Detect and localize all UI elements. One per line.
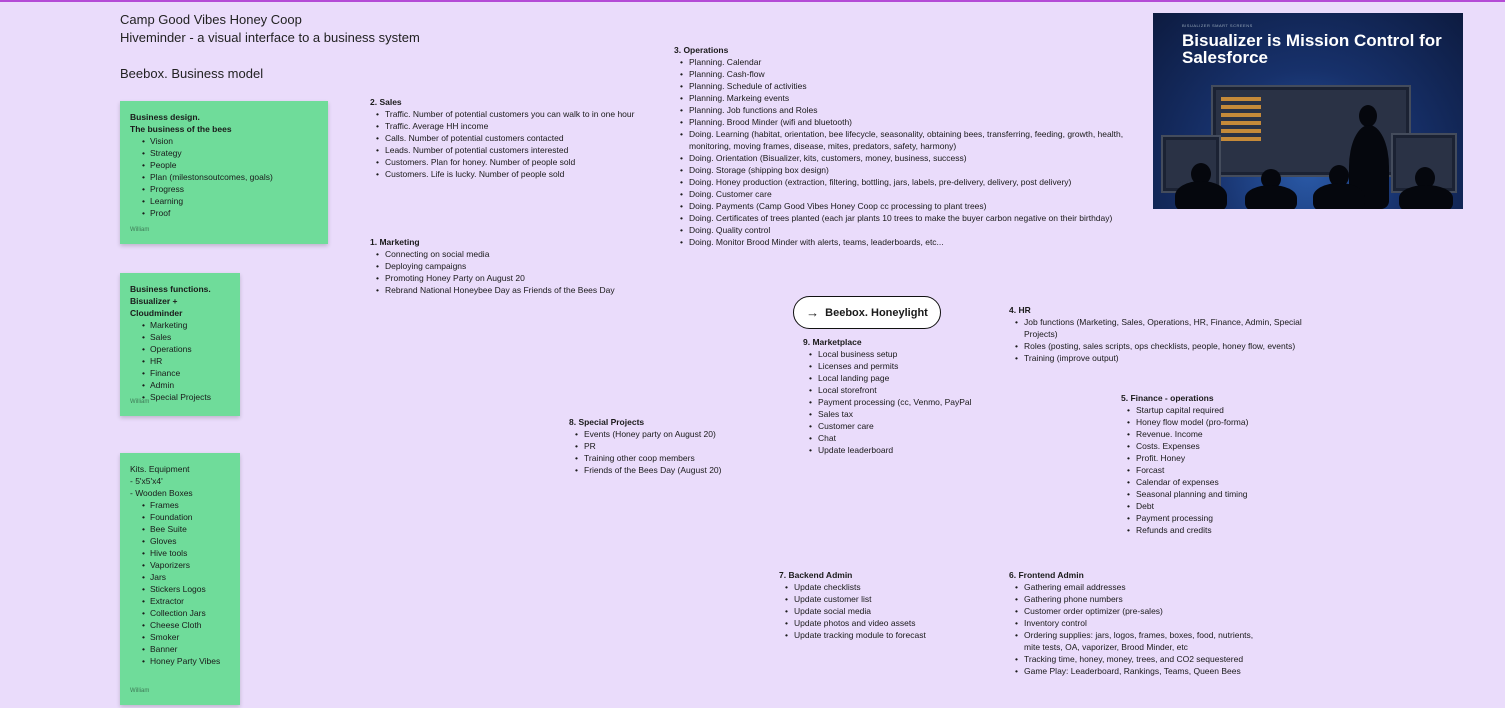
section-heading: 6. Frontend Admin <box>1009 570 1084 580</box>
sticky-kits-equipment[interactable] <box>120 453 240 705</box>
screen-bar <box>1221 105 1261 109</box>
list-item: • Marketing <box>142 319 230 331</box>
list-item: • Honey Party Vibes <box>142 655 230 667</box>
sticky-list <box>130 499 230 667</box>
list-item: • Customers. Plan for honey. Number of people sold <box>376 156 660 168</box>
section-marketplace[interactable] <box>803 336 1003 456</box>
honeylight-link-button[interactable] <box>793 296 941 329</box>
list-item: • Doing. Learning (habitat, orientation, bee lifecycle, seasonality, obtaining bees, transferring, feeding, growth, health, monitoring, moving frames, disease, mites, predators, safety, harmony) <box>680 128 1129 152</box>
screen-bar <box>1221 121 1261 125</box>
list-item: • Special Projects <box>142 391 230 403</box>
board-title: Camp Good Vibes Honey Coop <box>120 12 302 27</box>
section-list <box>779 581 979 641</box>
section-list <box>1009 581 1259 677</box>
section-heading: 2. Sales <box>370 97 402 107</box>
list-item: • Calendar of expenses <box>1127 476 1321 488</box>
list-item: • Refunds and credits <box>1127 524 1321 536</box>
list-item: • Doing. Honey production (extraction, filtering, bottling, jars, labels, pre-delivery, delivery, post delivery) <box>680 176 1129 188</box>
list-item: • Update tracking module to forecast <box>785 629 979 641</box>
section-frontend-admin[interactable] <box>1009 569 1259 677</box>
list-item: • Gathering phone numbers <box>1015 593 1259 605</box>
sticky-heading: Business design. <box>130 112 200 122</box>
list-item: • Doing. Orientation (Bisualizer, kits, customers, money, business, success) <box>680 152 1129 164</box>
list-item: • Traffic. Number of potential customers you can walk to in one hour <box>376 108 660 120</box>
list-item: • Doing. Monitor Brood Minder with alerts, teams, leaderboards, etc... <box>680 236 1129 248</box>
person-head <box>1359 105 1377 127</box>
list-item: • Learning <box>142 195 318 207</box>
sticky-author: William <box>130 688 150 694</box>
list-item: • Gathering email addresses <box>1015 581 1259 593</box>
person-silhouette <box>1245 185 1297 209</box>
list-item: • Planning. Calendar <box>680 56 1129 68</box>
section-heading: 1. Marketing <box>370 237 420 247</box>
sticky-heading: Bisualizer + Cloudminder <box>130 296 183 318</box>
list-item: • Planning. Markeing events <box>680 92 1129 104</box>
list-item: • Planning. Schedule of activities <box>680 80 1129 92</box>
section-list <box>1121 404 1321 536</box>
list-item: • Foundation <box>142 511 230 523</box>
sticky-heading: The business of the bees <box>130 124 232 134</box>
section-operations[interactable] <box>674 44 1129 248</box>
list-item: • Training other coop members <box>575 452 779 464</box>
list-item: • Forcast <box>1127 464 1321 476</box>
list-item: • Update social media <box>785 605 979 617</box>
section-list <box>803 348 1003 456</box>
section-list <box>1009 316 1309 364</box>
list-item: • Rebrand National Honeybee Day as Friends of the Bees Day <box>376 284 660 296</box>
list-item: • Local storefront <box>809 384 1003 396</box>
list-item: • Plan (milestonsoutcomes, goals) <box>142 171 318 183</box>
list-item: • Roles (posting, sales scripts, ops checklists, people, honey flow, events) <box>1015 340 1309 352</box>
list-item: • Stickers Logos <box>142 583 230 595</box>
list-item: • Seasonal planning and timing <box>1127 488 1321 500</box>
sticky-author: William <box>130 399 150 405</box>
section-list <box>370 108 660 180</box>
list-item: • Planning. Cash-flow <box>680 68 1129 80</box>
list-item: • Calls. Number of potential customers contacted <box>376 132 660 144</box>
section-backend-admin[interactable] <box>779 569 979 641</box>
list-item: • Planning. Job functions and Roles <box>680 104 1129 116</box>
list-item: • Doing. Quality control <box>680 224 1129 236</box>
list-item: • Vaporizers <box>142 559 230 571</box>
list-item: • Local landing page <box>809 372 1003 384</box>
list-item: • Update checklists <box>785 581 979 593</box>
list-item: • Debt <box>1127 500 1321 512</box>
sticky-line: Kits. Equipment <box>130 464 190 474</box>
section-heading: 9. Marketplace <box>803 337 862 347</box>
list-item: • Customer care <box>809 420 1003 432</box>
list-item: • Payment processing (cc, Venmo, PayPal <box>809 396 1003 408</box>
sticky-line: - Wooden Boxes <box>130 488 193 498</box>
list-item: • People <box>142 159 318 171</box>
list-item: • Collection Jars <box>142 607 230 619</box>
list-item: • Progress <box>142 183 318 195</box>
sticky-heading: Business functions. <box>130 284 211 294</box>
list-item: • Planning. Brood Minder (wifi and bluetooth) <box>680 116 1129 128</box>
list-item: • Doing. Storage (shipping box design) <box>680 164 1129 176</box>
list-item: • Tracking time, honey, money, trees, and CO2 sequestered <box>1015 653 1259 665</box>
person-silhouette <box>1175 181 1227 209</box>
person-silhouette <box>1313 183 1365 209</box>
list-item: • Frames <box>142 499 230 511</box>
section-list <box>370 248 660 296</box>
screen-bar <box>1221 129 1261 133</box>
section-special-projects[interactable] <box>569 416 779 476</box>
list-item: • Admin <box>142 379 230 391</box>
list-item: • Vision <box>142 135 318 147</box>
list-item: • Doing. Payments (Camp Good Vibes Honey Coop cc processing to plant trees) <box>680 200 1129 212</box>
section-title: Beebox. Business model <box>120 66 264 81</box>
canvas-frame-border <box>0 0 1505 2</box>
list-item: • Payment processing <box>1127 512 1321 524</box>
list-item: • Sales <box>142 331 230 343</box>
list-item: • Banner <box>142 643 230 655</box>
section-heading: 8. Special Projects <box>569 417 645 427</box>
list-item: • Update customer list <box>785 593 979 605</box>
list-item: • Sales tax <box>809 408 1003 420</box>
list-item: • Local business setup <box>809 348 1003 360</box>
list-item: • Ordering supplies: jars, logos, frames, boxes, food, nutrients, mite tests, OA, vaporizer, Brood Minder, etc <box>1015 629 1259 653</box>
section-heading: 3. Operations <box>674 45 729 55</box>
list-item: • Cheese Cloth <box>142 619 230 631</box>
list-item: • Proof <box>142 207 318 219</box>
screen-bar <box>1221 137 1261 141</box>
list-item: • Hive tools <box>142 547 230 559</box>
section-heading: 7. Backend Admin <box>779 570 853 580</box>
promo-image <box>1153 13 1463 209</box>
sticky-line: - 5'x5'x4' <box>130 476 163 486</box>
list-item: • Friends of the Bees Day (August 20) <box>575 464 779 476</box>
honeylight-label: Beebox. Honeylight <box>825 306 928 319</box>
list-item: • Licenses and permits <box>809 360 1003 372</box>
list-item: • Smoker <box>142 631 230 643</box>
section-list <box>674 56 1129 248</box>
sticky-business-functions[interactable] <box>120 273 240 416</box>
list-item: • Doing. Certificates of trees planted (each jar plants 10 trees to make the buyer carbon negative on their birthday) <box>680 212 1129 224</box>
list-item: • PR <box>575 440 779 452</box>
list-item: • Startup capital required <box>1127 404 1321 416</box>
promo-tagline: BISUALIZER SMART SCREENS <box>1182 23 1253 28</box>
promo-headline: Bisualizer is Mission Control for Salesforce <box>1182 31 1442 67</box>
arrow-right-icon: → <box>806 305 820 320</box>
list-item: • Extractor <box>142 595 230 607</box>
section-marketing[interactable] <box>370 236 660 296</box>
list-item: • Revenue. Income <box>1127 428 1321 440</box>
list-item: • Promoting Honey Party on August 20 <box>376 272 660 284</box>
section-heading: 5. Finance - operations <box>1121 393 1214 403</box>
list-item: • Costs. Expenses <box>1127 440 1321 452</box>
list-item: • Chat <box>809 432 1003 444</box>
list-item: • Profit. Honey <box>1127 452 1321 464</box>
list-item: • Customer order optimizer (pre-sales) <box>1015 605 1259 617</box>
list-item: • Update leaderboard <box>809 444 1003 456</box>
list-item: • Training (improve output) <box>1015 352 1309 364</box>
list-item: • Honey flow model (pro-forma) <box>1127 416 1321 428</box>
list-item: • Update photos and video assets <box>785 617 979 629</box>
section-hr[interactable] <box>1009 304 1309 364</box>
sticky-list <box>130 319 230 403</box>
list-item: • Events (Honey party on August 20) <box>575 428 779 440</box>
section-finance[interactable] <box>1121 392 1321 536</box>
list-item: • Gloves <box>142 535 230 547</box>
list-item: • Leads. Number of potential customers interested <box>376 144 660 156</box>
section-heading: 4. HR <box>1009 305 1031 315</box>
list-item: • Deploying campaigns <box>376 260 660 272</box>
sticky-author: William <box>130 227 150 233</box>
section-list <box>569 428 779 476</box>
list-item: • Game Play: Leaderboard, Rankings, Teams, Queen Bees <box>1015 665 1259 677</box>
list-item: • Jars <box>142 571 230 583</box>
list-item: • Inventory control <box>1015 617 1259 629</box>
section-sales[interactable] <box>370 96 660 180</box>
list-item: • HR <box>142 355 230 367</box>
person-silhouette <box>1399 185 1453 209</box>
sticky-list <box>130 135 318 219</box>
screen-bar <box>1221 113 1261 117</box>
list-item: • Finance <box>142 367 230 379</box>
list-item: • Bee Suite <box>142 523 230 535</box>
list-item: • Operations <box>142 343 230 355</box>
list-item: • Job functions (Marketing, Sales, Operations, HR, Finance, Admin, Special Projects) <box>1015 316 1309 340</box>
board-subtitle: Hiveminder - a visual interface to a business system <box>120 30 420 45</box>
list-item: • Customers. Life is lucky. Number of people sold <box>376 168 660 180</box>
list-item: • Traffic. Average HH income <box>376 120 660 132</box>
list-item: • Connecting on social media <box>376 248 660 260</box>
sticky-business-design[interactable] <box>120 101 328 244</box>
list-item: • Doing. Customer care <box>680 188 1129 200</box>
list-item: • Strategy <box>142 147 318 159</box>
screen-bar <box>1221 97 1261 101</box>
